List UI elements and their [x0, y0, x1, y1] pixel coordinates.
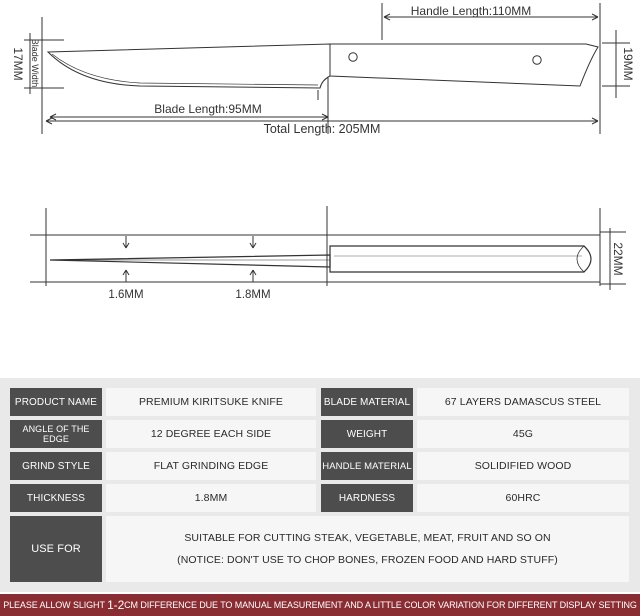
- thickness-1-label: 1.6MM: [108, 289, 144, 301]
- use-for-line-2: (NOTICE: DON'T USE TO CHOP BONES, FROZEN FOOD AND HARD STUFF): [177, 554, 558, 566]
- handle-height-label: 19MM: [621, 47, 635, 81]
- handle-rivet-right: [533, 56, 541, 64]
- blade-material-label: BLADE MATERIAL: [321, 388, 413, 416]
- hardness-label: HARDNESS: [321, 484, 413, 512]
- footer-text-after: CM DIFFERENCE DUE TO MANUAL MEASUREMENT AND A LITTLE COLOR VARIATION FOR DIFFERENT DISPLAY SETTING: [124, 600, 637, 610]
- handle-thickness-label: 22MM: [611, 242, 625, 276]
- product-name-value: PREMIUM KIRITSUKE KNIFE: [106, 388, 316, 416]
- handle-material-value: SOLIDIFIED WOOD: [417, 452, 629, 480]
- blade-material-value: 67 LAYERS DAMASCUS STEEL: [417, 388, 629, 416]
- footer-highlight: 1-2: [107, 598, 125, 612]
- handle-rivet-left: [349, 53, 357, 61]
- handle-top-outline: [330, 246, 591, 272]
- product-name-label: PRODUCT NAME: [10, 388, 102, 416]
- thickness-label: THICKNESS: [10, 484, 102, 512]
- blade-edge-line: [52, 54, 318, 85]
- use-for-value: [106, 516, 629, 582]
- hardness-value: 60HRC: [417, 484, 629, 512]
- edge-angle-value: 12 DEGREE EACH SIDE: [106, 420, 316, 448]
- use-for-label: USE FOR: [10, 516, 102, 582]
- edge-angle-label: ANGLE OF THE EDGE: [10, 420, 102, 448]
- footer-text-before: PLEASE ALLOW SLIGHT: [3, 600, 108, 610]
- blade-side-outline: [48, 44, 330, 88]
- blade-top-outline: [50, 255, 330, 267]
- grind-style-label: GRIND STYLE: [10, 452, 102, 480]
- handle-material-label: HANDLE MATERIAL: [321, 452, 413, 480]
- use-for-line-1: SUITABLE FOR CUTTING STEAK, VEGETABLE, MEAT, FRUIT AND SO ON: [184, 532, 551, 544]
- blade-width-value: 17MM: [11, 47, 25, 81]
- total-length-label: Total Length: 205MM: [263, 122, 381, 136]
- thickness-2-label: 1.8MM: [235, 289, 271, 301]
- footer-notice: [0, 594, 640, 616]
- blade-width-label: Blade Width: [30, 38, 40, 88]
- weight-value: 45G: [417, 420, 629, 448]
- specification-table: [0, 378, 640, 592]
- blade-length-label: Blade Length:95MM: [154, 102, 262, 116]
- grind-style-value: FLAT GRINDING EDGE: [106, 452, 316, 480]
- handle-length-label: Handle Length:110MM: [410, 4, 532, 18]
- weight-label: WEIGHT: [321, 420, 413, 448]
- thickness-value: 1.8MM: [106, 484, 316, 512]
- handle-side-outline: [330, 44, 598, 86]
